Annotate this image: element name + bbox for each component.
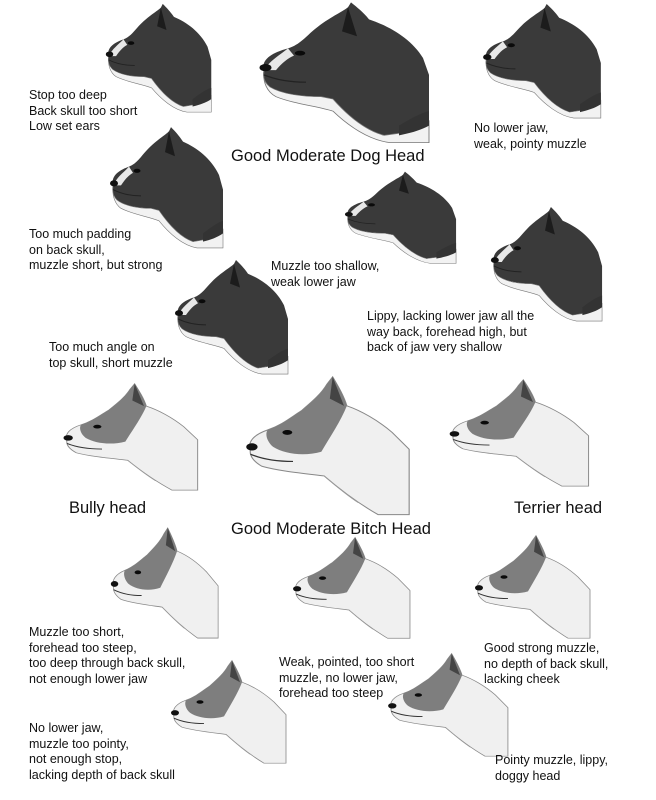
- terrier-head-image: [446, 376, 591, 488]
- caption-dog-1: Stop too deep Back skull too short Low set ears: [29, 88, 138, 133]
- bully-head-image: [60, 380, 200, 492]
- caption-dog-3: Too much padding on back skull, muzzle short, but strong: [29, 227, 163, 272]
- caption-bitch-1: Muzzle too short, forehead too steep, too deep through back skull, not enough lower jaw: [29, 625, 186, 686]
- bitch-head-title: Good Moderate Bitch Head: [231, 520, 431, 538]
- dog-head-2-image: [480, 2, 605, 120]
- bitch-head-2-image: [290, 534, 412, 640]
- caption-dog-6: Too much angle on top skull, short muzzle: [49, 340, 173, 370]
- bitch-head-3-image: [472, 532, 592, 640]
- dog-head-title: Good Moderate Dog Head: [231, 147, 425, 165]
- caption-bitch-2: Weak, pointed, too short muzzle, no lower jaw, forehead too steep: [279, 655, 415, 700]
- dog-head-4-image: [342, 170, 460, 265]
- bitch-head-4-image: [168, 657, 288, 765]
- caption-bitch-3: Good strong muzzle, no depth of back skull, lacking cheek: [484, 641, 609, 686]
- bitch-head-1-image: [108, 524, 220, 640]
- caption-dog-5: Lippy, lacking lower jaw all the way back, forehead high, but back of jaw very shallow: [367, 309, 535, 354]
- bitch-head-good-image: [242, 372, 412, 517]
- caption-bitch-5: Pointy muzzle, lippy, doggy head: [495, 753, 609, 783]
- caption-dog-2: No lower jaw, weak, pointy muzzle: [474, 121, 587, 151]
- bully-head-title: Bully head: [69, 499, 147, 517]
- dog-head-5-image: [488, 205, 606, 323]
- dog-head-good-image: [255, 0, 435, 145]
- caption-bitch-4: No lower jaw, muzzle too pointy, not enough stop, lacking depth of back skull: [29, 721, 175, 782]
- terrier-head-title: Terrier head: [514, 499, 603, 517]
- caption-dog-4: Muzzle too shallow, weak lower jaw: [271, 259, 380, 289]
